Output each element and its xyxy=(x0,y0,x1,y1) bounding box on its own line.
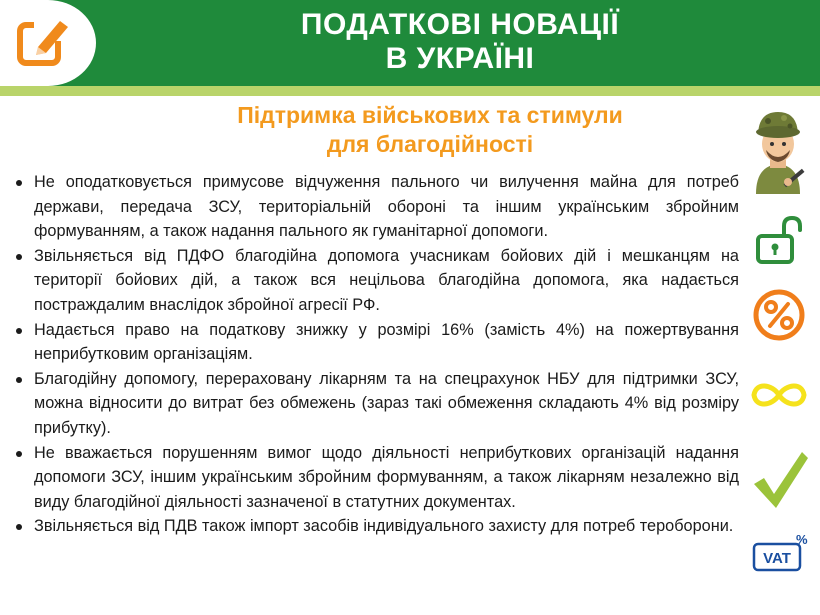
logo-badge xyxy=(0,0,96,86)
vat-icon xyxy=(752,532,808,572)
checkmark-icon xyxy=(750,448,810,512)
bullet-item-5: Не вважається порушенням вимог щодо діяльності неприбуткових організацій надання допомоги ЗСУ, іншим українським збройним формуванням, а також лікарням незалежно від виду благодійної діяльності зазначеної в статутних документах. xyxy=(14,441,739,515)
bullet-item-3: Надається право на податкову знижку у розмірі 16% (замість 4%) на пожертвування неприбутковим організаціям. xyxy=(14,318,739,367)
section-title-line1: Підтримка військових та стимули xyxy=(237,102,623,128)
bullet-item-6: Звільняється від ПДВ також імпорт засобів індивідуального захисту для потреб тероборони. xyxy=(14,514,739,539)
percent-icon xyxy=(753,289,805,341)
page-title-line2: В УКРАЇНІ xyxy=(385,42,535,75)
section-title-line2: для благодійності xyxy=(326,131,534,157)
vat-label: VAT xyxy=(763,549,791,567)
header-underline xyxy=(0,86,820,96)
infinity-icon xyxy=(748,376,810,414)
page-title xyxy=(120,8,800,76)
vat-percent: % xyxy=(796,532,808,547)
soldier-icon xyxy=(748,106,808,198)
page-title-line1: ПОДАТКОВІ НОВАЦІЇ xyxy=(300,8,620,41)
section-title xyxy=(120,101,740,159)
open-lock-icon xyxy=(754,214,802,264)
bullet-item-1: Не оподатковується примусове відчуження пального чи вилучення майна для потреб держави, передача ЗСУ, територіальній обороні та іншим українським збройним формуванням, а також надання пального як гуманітарної допомоги. xyxy=(14,170,739,244)
bullet-list xyxy=(14,170,739,539)
bullet-item-2: Звільняється від ПДФО благодійна допомога учасникам бойових дій і мешканцям на території бойових дій, а також вся нецільова благодійна допомога, яка надається постраждалим внаслідок збройної агресії РФ. xyxy=(14,244,739,318)
bullet-item-4: Благодійну допомогу, перераховану лікарням та на спецрахунок НБУ для підтримки ЗСУ, можна відносити до витрат без обмежень (зараз такі обмеження складають 4% від розміру прибутку). xyxy=(14,367,739,441)
edit-note-icon xyxy=(14,13,72,71)
